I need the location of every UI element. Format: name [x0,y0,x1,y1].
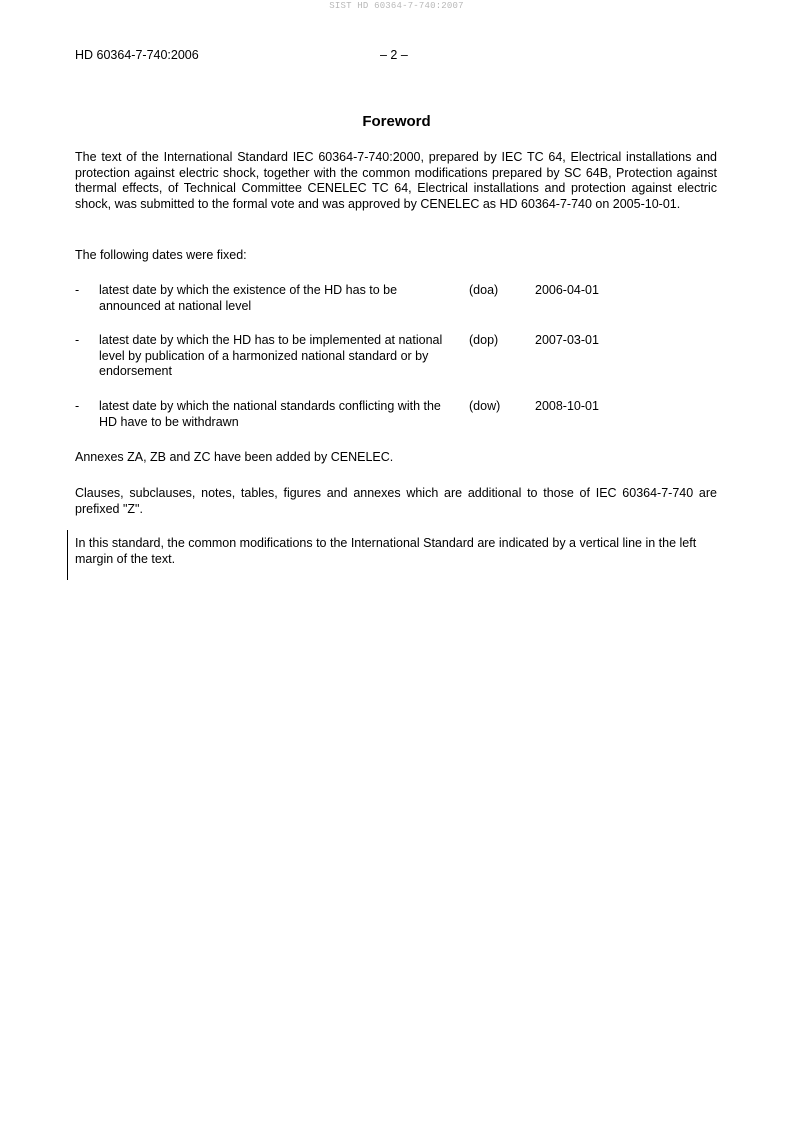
date-value: 2007-03-01 [535,333,599,348]
date-value: 2008-10-01 [535,398,599,413]
date-row-dop [75,333,717,380]
date-description: latest date by which the existence of the HD has to be announced at national level [99,283,398,313]
list-bullet: - [75,398,80,413]
date-description: latest date by which the national standards conflicting with the HD have to be withdrawn [99,398,441,429]
page-number: – 2 – [380,48,408,62]
date-row-doa [75,283,717,314]
watermark: SIST HD 60364-7-740:2007 [329,1,464,11]
date-row-dow [75,399,717,430]
dates-intro: The following dates were fixed: [75,248,247,262]
page-title: Foreword [362,113,431,130]
change-bar [67,530,68,580]
modifications-paragraph: In this standard, the common modifications to the International Standard are indicated by a vertical line in the left margin of the text. [75,536,697,566]
date-value: 2006-04-01 [535,283,599,297]
annexes-paragraph: Annexes ZA, ZB and ZC have been added by CENELEC. [75,450,394,464]
list-bullet: - [75,283,80,297]
clauses-paragraph: Clauses, subclauses, notes, tables, figures and annexes which are additional to those of IEC 60364-7-740 are prefixed "Z". [75,486,717,516]
intro-paragraph: The text of the International Standard IEC 60364-7-740:2000, prepared by IEC TC 64, Electrical installations and protection against electric shock, together with the common modifications prepared by SC 64B, Protection against thermal effects, of Technical Committee CENELEC TC 64, Electrical installations and protection against electric shock, was submitted to the formal vote and was approved by CENELEC as HD 60364-7-740 on 2005-10-01. [75,150,717,211]
date-code: (doa) [469,283,499,297]
dates-list [75,283,717,449]
date-description: latest date by which the HD has to be implemented at national level by publication of a harmonized national standard or by endorsement [99,333,443,379]
date-code: (dop) [469,333,499,348]
document-id: HD 60364-7-740:2006 [75,48,199,62]
list-bullet: - [75,333,80,348]
date-code: (dow) [469,398,501,413]
